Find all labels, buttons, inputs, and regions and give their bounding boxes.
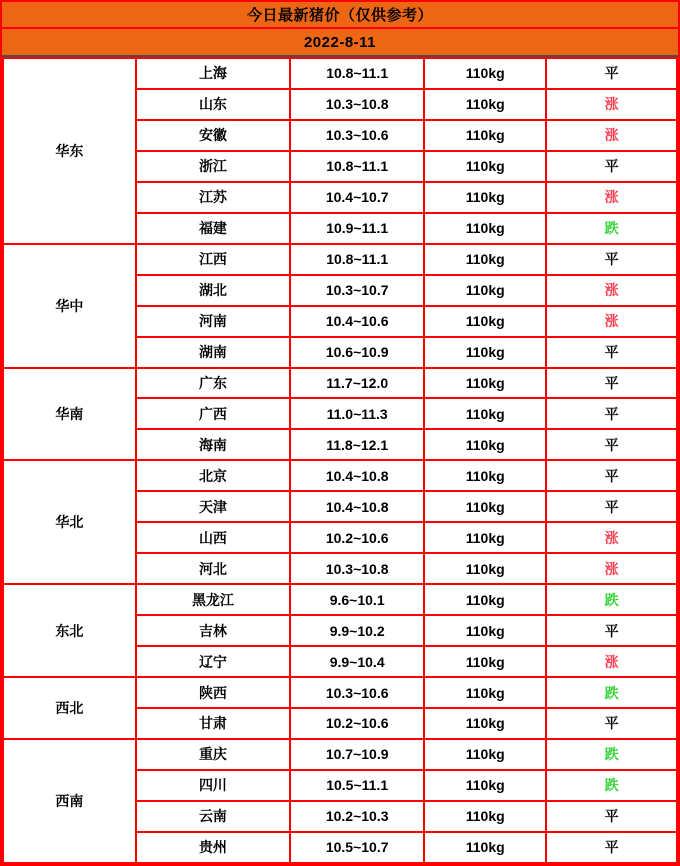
trend-cell: 跌 [546, 584, 677, 615]
trend-cell: 平 [546, 337, 677, 368]
weight-cell: 110kg [424, 306, 546, 337]
price-range-cell: 9.9~10.4 [290, 646, 424, 677]
price-range-cell: 10.2~10.6 [290, 708, 424, 739]
province-cell: 黑龙江 [136, 584, 290, 615]
price-range-cell: 10.4~10.8 [290, 460, 424, 491]
province-cell: 吉林 [136, 615, 290, 646]
province-cell: 山西 [136, 522, 290, 553]
province-cell: 江苏 [136, 182, 290, 213]
price-range-cell: 9.9~10.2 [290, 615, 424, 646]
price-range-cell: 10.4~10.8 [290, 491, 424, 522]
price-range-cell: 10.3~10.6 [290, 677, 424, 708]
table-row [3, 677, 677, 708]
region-cell: 东北 [3, 584, 136, 677]
province-cell: 安徽 [136, 120, 290, 151]
price-range-cell: 10.2~10.3 [290, 801, 424, 832]
trend-cell: 平 [546, 708, 677, 739]
trend-cell: 平 [546, 151, 677, 182]
price-range-cell: 10.5~11.1 [290, 770, 424, 801]
weight-cell: 110kg [424, 275, 546, 306]
price-range-cell: 10.7~10.9 [290, 739, 424, 770]
province-cell: 云南 [136, 801, 290, 832]
price-table [2, 57, 678, 864]
weight-cell: 110kg [424, 244, 546, 275]
trend-cell: 涨 [546, 120, 677, 151]
region-cell: 华中 [3, 244, 136, 368]
weight-cell: 110kg [424, 398, 546, 429]
table-row [3, 460, 677, 491]
report-date: 2022-8-11 [303, 33, 377, 51]
weight-cell: 110kg [424, 368, 546, 399]
trend-cell: 平 [546, 460, 677, 491]
page-title: 今日最新猪价（仅供参考） [246, 7, 433, 24]
weight-cell: 110kg [424, 646, 546, 677]
weight-cell: 110kg [424, 801, 546, 832]
trend-cell: 涨 [546, 646, 677, 677]
date-bar [2, 29, 678, 57]
province-cell: 甘肃 [136, 708, 290, 739]
table-row [3, 584, 677, 615]
price-range-cell: 10.5~10.7 [290, 832, 424, 863]
weight-cell: 110kg [424, 58, 546, 89]
weight-cell: 110kg [424, 89, 546, 120]
province-cell: 四川 [136, 770, 290, 801]
table-row [3, 739, 677, 770]
weight-cell: 110kg [424, 677, 546, 708]
province-cell: 广东 [136, 368, 290, 399]
trend-cell: 平 [546, 801, 677, 832]
trend-cell: 平 [546, 398, 677, 429]
province-cell: 湖南 [136, 337, 290, 368]
price-range-cell: 10.3~10.7 [290, 275, 424, 306]
weight-cell: 110kg [424, 213, 546, 244]
trend-cell: 跌 [546, 213, 677, 244]
weight-cell: 110kg [424, 460, 546, 491]
region-cell: 华北 [3, 460, 136, 584]
price-range-cell: 10.3~10.6 [290, 120, 424, 151]
region-cell: 华南 [3, 368, 136, 461]
weight-cell: 110kg [424, 151, 546, 182]
trend-cell: 平 [546, 491, 677, 522]
price-range-cell: 10.8~11.1 [290, 244, 424, 275]
price-range-cell: 10.3~10.8 [290, 89, 424, 120]
weight-cell: 110kg [424, 491, 546, 522]
trend-cell: 涨 [546, 275, 677, 306]
province-cell: 山东 [136, 89, 290, 120]
trend-cell: 涨 [546, 522, 677, 553]
trend-cell: 平 [546, 429, 677, 460]
trend-cell: 涨 [546, 553, 677, 584]
region-cell: 西北 [3, 677, 136, 739]
price-range-cell: 10.2~10.6 [290, 522, 424, 553]
province-cell: 贵州 [136, 832, 290, 863]
province-cell: 天津 [136, 491, 290, 522]
province-cell: 海南 [136, 429, 290, 460]
price-range-cell: 9.6~10.1 [290, 584, 424, 615]
trend-cell: 平 [546, 615, 677, 646]
table-row [3, 58, 677, 89]
trend-cell: 平 [546, 244, 677, 275]
province-cell: 浙江 [136, 151, 290, 182]
weight-cell: 110kg [424, 615, 546, 646]
price-range-cell: 10.9~11.1 [290, 213, 424, 244]
price-range-cell: 11.7~12.0 [290, 368, 424, 399]
weight-cell: 110kg [424, 120, 546, 151]
trend-cell: 平 [546, 58, 677, 89]
weight-cell: 110kg [424, 429, 546, 460]
trend-cell: 平 [546, 832, 677, 863]
price-range-cell: 11.8~12.1 [290, 429, 424, 460]
weight-cell: 110kg [424, 584, 546, 615]
table-row [3, 244, 677, 275]
price-range-cell: 10.6~10.9 [290, 337, 424, 368]
region-cell: 华东 [3, 58, 136, 244]
weight-cell: 110kg [424, 182, 546, 213]
weight-cell: 110kg [424, 522, 546, 553]
province-cell: 福建 [136, 213, 290, 244]
weight-cell: 110kg [424, 553, 546, 584]
trend-cell: 跌 [546, 770, 677, 801]
price-range-cell: 10.4~10.6 [290, 306, 424, 337]
province-cell: 河北 [136, 553, 290, 584]
weight-cell: 110kg [424, 739, 546, 770]
price-range-cell: 11.0~11.3 [290, 398, 424, 429]
price-range-cell: 10.8~11.1 [290, 58, 424, 89]
weight-cell: 110kg [424, 337, 546, 368]
trend-cell: 涨 [546, 306, 677, 337]
price-range-cell: 10.3~10.8 [290, 553, 424, 584]
province-cell: 辽宁 [136, 646, 290, 677]
province-cell: 上海 [136, 58, 290, 89]
province-cell: 广西 [136, 398, 290, 429]
weight-cell: 110kg [424, 770, 546, 801]
weight-cell: 110kg [424, 832, 546, 863]
trend-cell: 跌 [546, 739, 677, 770]
table-row [3, 368, 677, 399]
trend-cell: 涨 [546, 182, 677, 213]
price-range-cell: 10.8~11.1 [290, 151, 424, 182]
province-cell: 陕西 [136, 677, 290, 708]
province-cell: 湖北 [136, 275, 290, 306]
title-bar [2, 2, 678, 29]
weight-cell: 110kg [424, 708, 546, 739]
province-cell: 重庆 [136, 739, 290, 770]
trend-cell: 涨 [546, 89, 677, 120]
price-range-cell: 10.4~10.7 [290, 182, 424, 213]
trend-cell: 平 [546, 368, 677, 399]
province-cell: 北京 [136, 460, 290, 491]
province-cell: 江西 [136, 244, 290, 275]
province-cell: 河南 [136, 306, 290, 337]
trend-cell: 跌 [546, 677, 677, 708]
region-cell: 西南 [3, 739, 136, 863]
